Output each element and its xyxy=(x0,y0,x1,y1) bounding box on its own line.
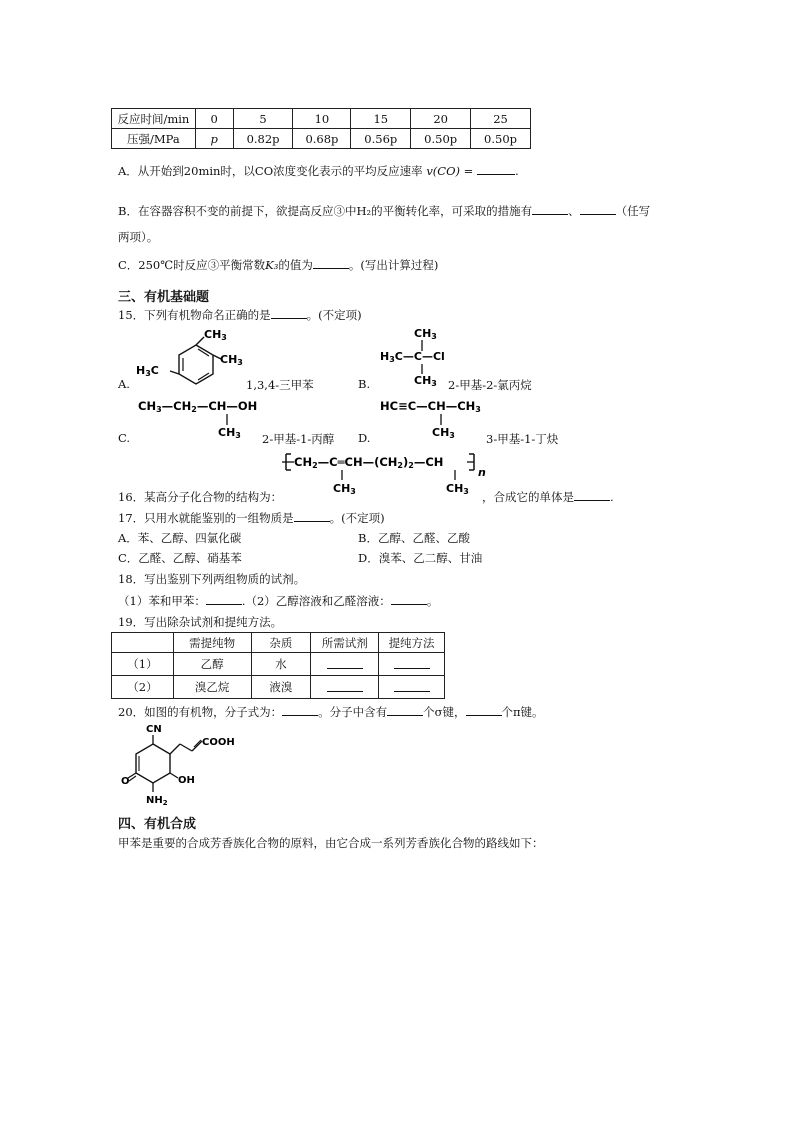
methyl-label: CH3 xyxy=(333,482,356,496)
q15-option-a-label: A. xyxy=(118,377,130,391)
answer-blank[interactable] xyxy=(313,257,349,269)
q17-option-a: A．苯、乙醇、四氯化碳 xyxy=(118,531,242,545)
q20-end: 个π键。 xyxy=(501,705,544,719)
table-cell: 15 xyxy=(351,109,411,129)
q16-end-text: ，合成它的单体是 xyxy=(482,490,574,504)
table-cell: 0.50p xyxy=(411,129,471,149)
q14-option-a xyxy=(118,163,519,179)
table-cell: 0.82p xyxy=(233,129,293,149)
answer-blank[interactable] xyxy=(327,657,363,669)
benzene-ring xyxy=(179,345,213,384)
answer-blank[interactable] xyxy=(391,593,427,605)
chain-label: CH3—CH2—CH—OH xyxy=(138,399,258,414)
answer-blank[interactable] xyxy=(282,704,318,716)
table-cell: 所需试剂 xyxy=(311,633,379,653)
q14-b-end: （任写 xyxy=(615,204,651,218)
q18-parts xyxy=(118,593,438,609)
methyl-label: CH3 xyxy=(414,374,437,388)
table-row xyxy=(112,129,531,149)
q16-stem xyxy=(118,489,282,505)
table-cell: 0.68p xyxy=(293,129,351,149)
table-row xyxy=(112,653,445,676)
chain-label: H3C—C—Cl xyxy=(380,350,445,364)
k3-symbol: K₃ xyxy=(265,258,279,272)
table-cell: 需提纯物 xyxy=(173,633,251,653)
q18-stem: 18．写出鉴别下列两组物质的试剂。 xyxy=(118,572,306,586)
table-cell: 提纯方法 xyxy=(379,633,445,653)
ketone-o-label: O xyxy=(121,776,130,787)
chain-label: HC≡C—CH—CH3 xyxy=(380,399,481,414)
section4-intro: 甲苯是重要的合成芳香族化合物的原料，由它合成一系列芳香族化合物的路线如下： xyxy=(118,836,544,850)
polymer-n: n xyxy=(478,466,486,479)
q15-option-c-label: C. xyxy=(118,431,131,445)
q15-option-d-label: D. xyxy=(358,431,371,445)
q15-option-b-label: B. xyxy=(358,377,371,391)
molecule-structure-svg xyxy=(122,720,242,806)
q15-option-a-name: 1,3,4-三甲苯 xyxy=(246,378,314,392)
q14-option-c xyxy=(118,257,438,273)
q15-stem-end: 。(不定项) xyxy=(306,308,362,322)
cooh-label: COOH xyxy=(202,737,235,748)
q15-stem xyxy=(118,307,362,323)
q20-mid1: 。分子中含有 xyxy=(318,705,388,719)
q17-stem-end: 。(不定项) xyxy=(329,511,385,525)
q18-part3: 。 xyxy=(426,594,439,608)
methyl-label: CH3 xyxy=(414,327,437,341)
table-cell: 反应时间/min xyxy=(112,109,196,129)
table-cell xyxy=(311,676,379,699)
answer-blank[interactable] xyxy=(477,163,515,175)
methyl-label: CH3 xyxy=(218,426,241,440)
rate-formula: v(CO) = xyxy=(426,164,474,178)
q16-stem-text: 16．某高分子化合物的结构为： xyxy=(118,490,283,504)
q16-end xyxy=(482,489,614,505)
answer-blank[interactable] xyxy=(532,203,568,215)
table-cell xyxy=(379,676,445,699)
methyl-label: CH3 xyxy=(220,353,243,367)
table-cell xyxy=(311,653,379,676)
table-cell xyxy=(379,653,445,676)
q20-mid2: 个σ键， xyxy=(423,705,466,719)
table-cell: 0.56p xyxy=(351,129,411,149)
q17-option-b: B．乙醇、乙醛、乙酸 xyxy=(358,531,470,545)
table-header-row xyxy=(112,633,445,653)
oh-label: OH xyxy=(178,775,195,786)
q14-option-b xyxy=(118,203,650,219)
structure-a-svg xyxy=(134,326,252,388)
polymer-structure-svg xyxy=(282,450,508,498)
q20-stem-text: 20．如图的有机物，分子式为： xyxy=(118,705,283,719)
answer-blank[interactable] xyxy=(580,203,616,215)
table-row xyxy=(112,676,445,699)
table-header-row xyxy=(112,109,531,129)
table-cell: 20 xyxy=(411,109,471,129)
pressure-time-table xyxy=(111,108,531,149)
answer-blank[interactable] xyxy=(271,307,307,319)
answer-blank[interactable] xyxy=(327,680,363,692)
table-cell: （1） xyxy=(112,653,174,676)
section-title: 四、有机合成 xyxy=(118,817,197,832)
table-cell: p xyxy=(195,129,233,149)
q14-c-mid: 的值为 xyxy=(278,258,313,272)
q18-part2: .（2）乙醇溶液和乙醛溶液： xyxy=(241,594,391,608)
q15-option-b-name: 2-甲基-2-氯丙烷 xyxy=(448,378,532,392)
table-cell: 0 xyxy=(195,109,233,129)
table-cell: 溴乙烷 xyxy=(173,676,251,699)
table-cell: 水 xyxy=(251,653,311,676)
structure-b-svg xyxy=(378,324,458,388)
q18-part1: （1）苯和甲苯： xyxy=(118,594,206,608)
methyl-label: CH3 xyxy=(432,426,455,440)
q17-option-d: D．溴苯、乙二醇、甘油 xyxy=(358,551,483,565)
table-cell: 压强/MPa xyxy=(112,129,196,149)
polymer-chain: CH2—C═CH—(CH2)2—CH xyxy=(294,455,444,470)
q20-stem xyxy=(118,704,544,720)
structure-d-svg xyxy=(378,396,498,440)
table-cell: 10 xyxy=(293,109,351,129)
table-cell: 乙醇 xyxy=(173,653,251,676)
table-cell: 杂质 xyxy=(251,633,311,653)
q14-b-continuation: 两项）。 xyxy=(118,230,159,244)
q17-option-c: C．乙醛、乙醇、硝基苯 xyxy=(118,551,242,565)
structure-c-svg xyxy=(134,396,264,440)
nh2-label: $NH_2$ xyxy=(146,795,168,807)
q16-end-mark: . xyxy=(610,490,614,504)
methyl-label: CH3 xyxy=(446,482,469,496)
q14-b-mid: 的平衡转化率，可采取的措施有 xyxy=(371,204,533,218)
methyl-label: CH3 xyxy=(204,328,227,342)
table-cell: 0.50p xyxy=(471,129,531,149)
answer-blank[interactable] xyxy=(394,657,430,669)
q15-option-d-name: 3-甲基-1-丁炔 xyxy=(486,432,559,446)
q14-a-text: A．从开始到20min时，以CO浓度变化表示的平均反应速率 xyxy=(118,164,423,178)
q17-stem xyxy=(118,510,385,526)
answer-blank[interactable] xyxy=(294,510,330,522)
q17-stem-text: 17．只用水就能鉴别的一组物质是 xyxy=(118,511,294,525)
cn-label: CN xyxy=(146,724,162,735)
q14-c-text: C．250℃时反应③平衡常数 xyxy=(118,258,266,272)
answer-blank[interactable] xyxy=(466,704,502,716)
q14-c-tail: 。(写出计算过程) xyxy=(348,258,439,272)
answer-blank[interactable] xyxy=(394,680,430,692)
section-title: 三、有机基础题 xyxy=(118,290,210,305)
table-cell: 液溴 xyxy=(251,676,311,699)
q15-option-c-name: 2-甲基-1-丙醇 xyxy=(262,432,335,446)
q14-a-end: . xyxy=(514,164,519,178)
table-cell: （2） xyxy=(112,676,174,699)
table-cell: 25 xyxy=(471,109,531,129)
methyl-label: H3C xyxy=(136,364,159,378)
q14-b-sep: 、 xyxy=(568,204,580,218)
q19-stem: 19．写出除杂试剂和提纯方法。 xyxy=(118,615,283,629)
answer-blank[interactable] xyxy=(206,593,242,605)
answer-blank[interactable] xyxy=(387,704,423,716)
purification-table xyxy=(111,632,445,699)
table-cell: 5 xyxy=(233,109,293,129)
table-cell xyxy=(112,633,174,653)
answer-blank[interactable] xyxy=(574,489,610,501)
ring xyxy=(136,744,170,783)
h2-species: H₂ xyxy=(356,204,372,218)
q14-b-text: B．在容器容积不变的前提下，欲提高反应③中 xyxy=(118,204,357,218)
q15-stem-text: 15．下列有机物命名正确的是 xyxy=(118,308,271,322)
